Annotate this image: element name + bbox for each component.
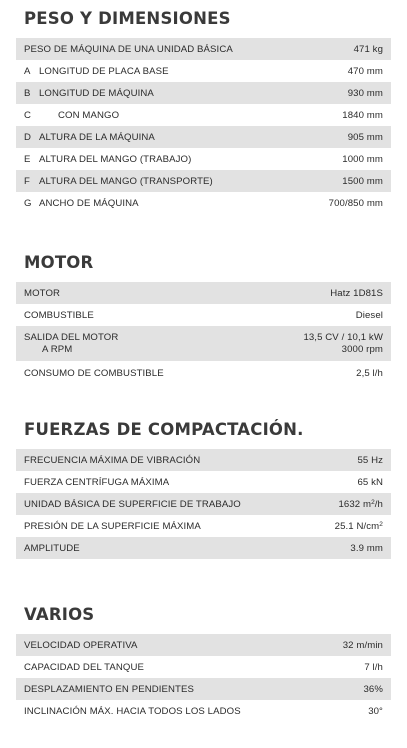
row-value: 36% bbox=[363, 683, 383, 695]
row-value: 700/850 mm bbox=[328, 197, 383, 209]
row-value bbox=[338, 499, 383, 510]
row-value: 2,5 l/h bbox=[356, 367, 383, 379]
row-label: FUERZA CENTRÍFUGA MÁXIMA bbox=[24, 476, 170, 488]
row-value-secondary: 3000 rpm bbox=[341, 343, 383, 355]
spec-table bbox=[16, 38, 391, 214]
row-label: LONGITUD DE PLACA BASE bbox=[39, 65, 169, 77]
row-label: INCLINACIÓN MÁX. HACIA TODOS LOS LADOS bbox=[24, 705, 241, 717]
table-row bbox=[16, 700, 391, 722]
table-row bbox=[16, 493, 391, 515]
row-label: PRESIÓN DE LA SUPERFICIE MÁXIMA bbox=[24, 520, 201, 532]
table-row bbox=[16, 361, 391, 385]
row-value bbox=[335, 521, 383, 532]
table-row bbox=[16, 634, 391, 656]
row-label: ANCHO DE MÁQUINA bbox=[39, 197, 139, 209]
row-label: CONSUMO DE COMBUSTIBLE bbox=[24, 367, 164, 379]
row-value: Hatz 1D81S bbox=[330, 287, 383, 299]
row-value: 1840 mm bbox=[342, 109, 383, 121]
row-label: CAPACIDAD DEL TANQUE bbox=[24, 661, 144, 673]
row-label: SALIDA DEL MOTOR bbox=[24, 331, 119, 343]
row-value: Diesel bbox=[355, 309, 383, 321]
row-value: 1500 mm bbox=[342, 175, 383, 187]
row-value: 30° bbox=[368, 705, 383, 717]
row-value-group bbox=[303, 332, 383, 356]
row-value: 65 kN bbox=[357, 476, 383, 488]
table-row bbox=[16, 656, 391, 678]
row-label: LONGITUD DE MÁQUINA bbox=[39, 87, 154, 99]
value-superscript: 2 bbox=[379, 520, 383, 528]
row-label-secondary: A RPM bbox=[42, 343, 73, 355]
value-main: 1632 m bbox=[338, 498, 372, 510]
value-main: 25.1 N/cm bbox=[334, 520, 380, 532]
table-row bbox=[16, 304, 391, 326]
section-title: FUERZAS DE COMPACTACIÓN. bbox=[24, 420, 304, 439]
row-letter: F bbox=[24, 175, 30, 187]
row-label: DESPLAZAMIENTO EN PENDIENTES bbox=[24, 683, 195, 695]
table-row bbox=[16, 471, 391, 493]
spec-table bbox=[16, 634, 391, 722]
table-row bbox=[16, 38, 391, 60]
spec-table bbox=[16, 449, 391, 559]
row-value: 3.9 mm bbox=[350, 542, 383, 554]
table-row bbox=[16, 537, 391, 559]
row-value: 905 mm bbox=[347, 131, 383, 143]
table-row bbox=[16, 282, 391, 304]
row-label: MOTOR bbox=[24, 287, 61, 299]
table-row bbox=[16, 104, 391, 126]
row-letter: D bbox=[24, 131, 32, 143]
value-tail: /h bbox=[374, 498, 383, 510]
table-row bbox=[16, 82, 391, 104]
section-title: PESO Y DIMENSIONES bbox=[24, 9, 231, 28]
table-row bbox=[16, 126, 391, 148]
row-letter: B bbox=[24, 87, 31, 99]
table-row bbox=[16, 192, 391, 214]
row-label: ALTURA DEL MANGO (TRANSPORTE) bbox=[39, 175, 213, 187]
row-value: 32 m/min bbox=[342, 639, 383, 651]
section-title: VARIOS bbox=[24, 605, 95, 624]
value-superscript: 2 bbox=[371, 498, 375, 506]
row-label: COMBUSTIBLE bbox=[24, 309, 94, 321]
row-letter: C bbox=[24, 109, 32, 121]
row-value: 930 mm bbox=[347, 87, 383, 99]
row-value: 55 Hz bbox=[357, 454, 383, 466]
row-value: 471 kg bbox=[353, 43, 383, 55]
row-value: 470 mm bbox=[347, 65, 383, 77]
row-label: AMPLITUDE bbox=[24, 542, 80, 554]
row-label: ALTURA DEL MANGO (TRABAJO) bbox=[39, 153, 192, 165]
row-label: ALTURA DE LA MÁQUINA bbox=[39, 131, 155, 143]
row-letter: G bbox=[24, 197, 32, 209]
row-value: 1000 mm bbox=[342, 153, 383, 165]
row-label: CON MANGO bbox=[58, 109, 120, 121]
row-value: 7 l/h bbox=[364, 661, 383, 673]
table-row bbox=[16, 515, 391, 537]
row-letter: A bbox=[24, 65, 31, 77]
table-row bbox=[16, 449, 391, 471]
section-title: MOTOR bbox=[24, 253, 94, 272]
table-row bbox=[16, 170, 391, 192]
row-label: UNIDAD BÁSICA DE SUPERFICIE DE TRABAJO bbox=[24, 498, 241, 510]
row-label: VELOCIDAD OPERATIVA bbox=[24, 639, 138, 651]
row-label: PESO DE MÁQUINA DE UNA UNIDAD BÁSICA bbox=[24, 43, 233, 55]
table-row bbox=[16, 60, 391, 82]
row-label-group bbox=[24, 332, 118, 356]
row-label: FRECUENCIA MÁXIMA DE VIBRACIÓN bbox=[24, 454, 201, 466]
row-value: 13,5 CV / 10,1 kW bbox=[303, 331, 383, 343]
table-row bbox=[16, 326, 391, 361]
table-row bbox=[16, 148, 391, 170]
spec-table bbox=[16, 282, 391, 385]
table-row bbox=[16, 678, 391, 700]
row-letter: E bbox=[24, 153, 31, 165]
